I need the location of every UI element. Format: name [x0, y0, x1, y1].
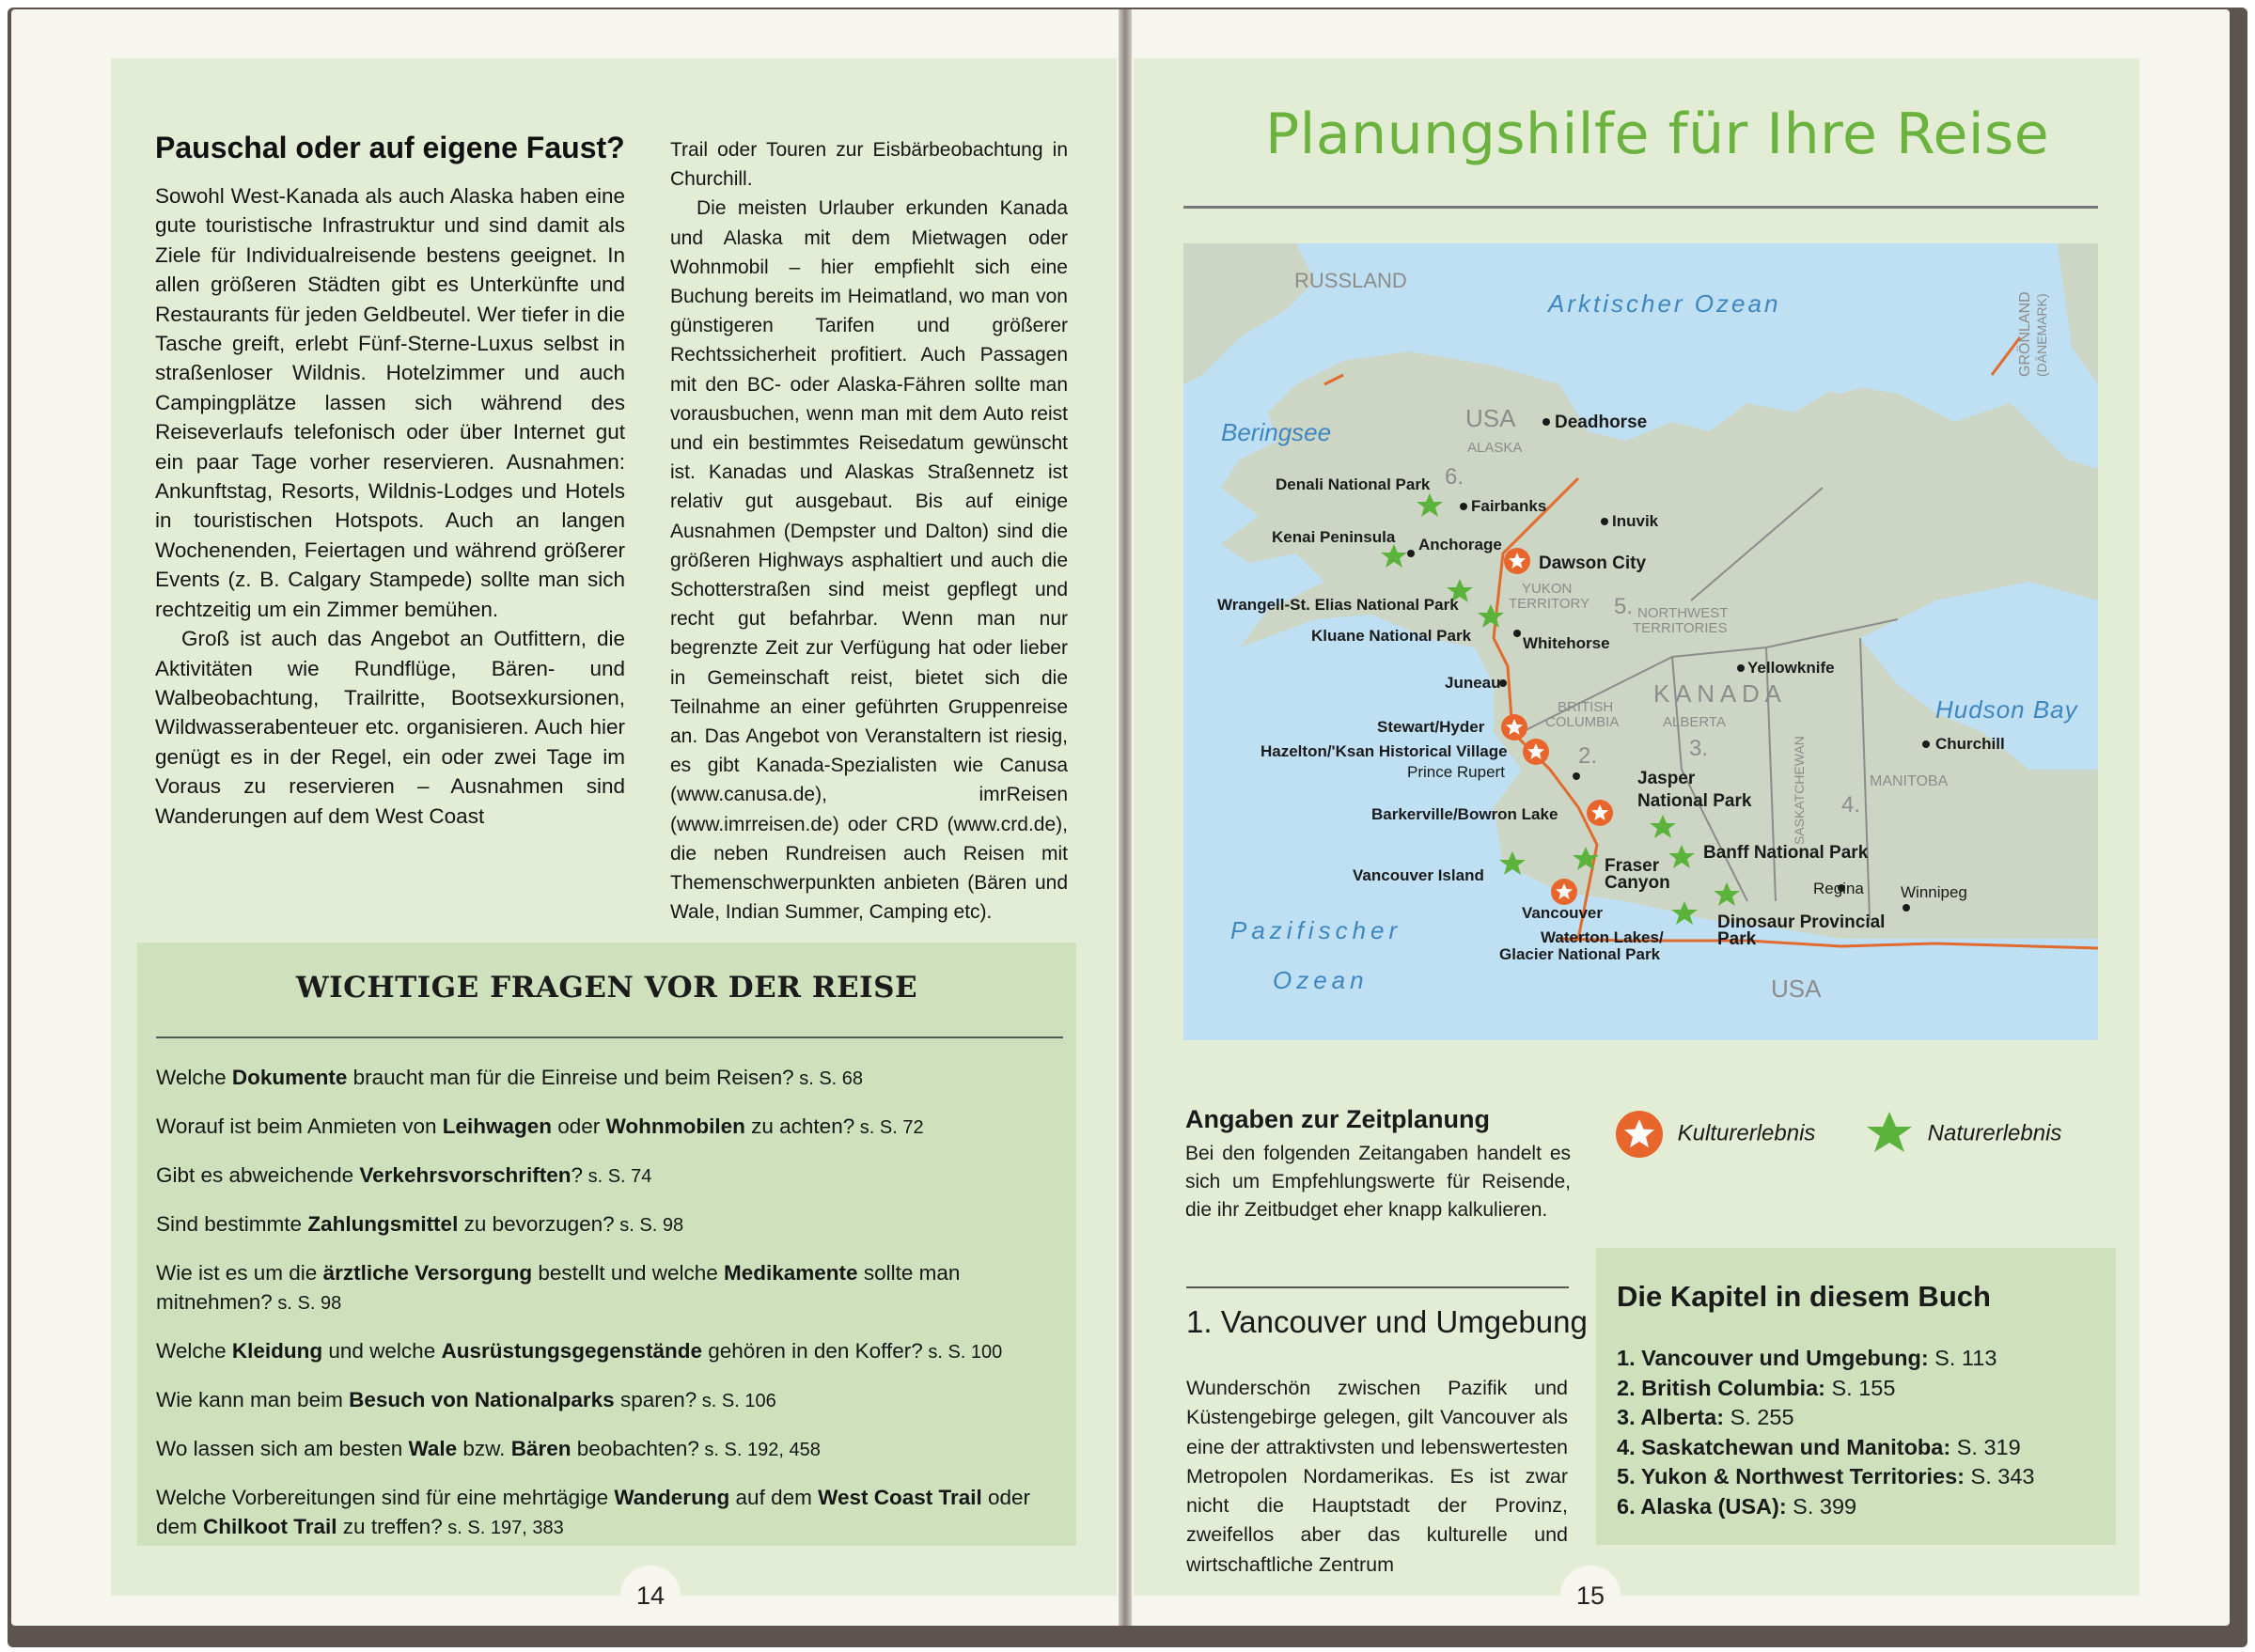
question-page-ref: s. S. 197, 383	[442, 1518, 564, 1538]
map-label-fraser: Fraser	[1605, 856, 1660, 876]
paragraph: Groß ist auch das Angebot an Outfittern, die Aktivitäten wie Rundflüge, Bären- und Walbeobachtung, Trailritte, Bootsexkursionen, Wildwasserabenteuer etc. organisieren. Auch hier genügt es in der Regel, ein oder zwei Tage im Voraus zu reservieren – Ausnahmen sind Wanderungen auf dem West Coast	[155, 627, 625, 828]
map-label-jasper-np: National Park	[1637, 791, 1752, 811]
question-page-ref: s. S. 68	[793, 1068, 864, 1089]
map-label-russland: RUSSLAND	[1294, 269, 1407, 292]
map-label-banff: Banff National Park	[1703, 843, 1869, 863]
question-text: ?	[571, 1163, 584, 1187]
question-item	[156, 1258, 1058, 1318]
question-keyword: Bären	[510, 1437, 572, 1460]
question-text: zu bevorzugen?	[458, 1212, 615, 1236]
question-keyword: Medikamente	[724, 1261, 858, 1285]
question-text: Gibt es abweichende	[156, 1163, 360, 1187]
question-keyword: Ausrüstungsgegenstände	[441, 1339, 703, 1363]
map-label-hazelton: Hazelton/'Ksan Historical Village	[1261, 742, 1508, 760]
question-page-ref: s. S. 98	[614, 1215, 684, 1236]
question-item	[156, 1483, 1058, 1543]
chapter-page: S. 255	[1724, 1405, 1794, 1429]
book-gutter	[1119, 9, 1132, 1626]
culture-icon-stewart	[1501, 714, 1527, 740]
culture-icon-vancouver	[1551, 879, 1577, 905]
chapter-page: S. 343	[1965, 1464, 2035, 1488]
question-text: beobachten?	[571, 1437, 699, 1460]
question-keyword: ärztliche Versorgung	[322, 1261, 533, 1285]
map-label-churchill: Churchill	[1935, 735, 2005, 753]
map-chapter-5: 5.	[1614, 594, 1634, 619]
legend-kultur-label: Kulturerlebnis	[1677, 1120, 1816, 1146]
question-text: Worauf ist beim Anmieten von	[156, 1114, 443, 1138]
map-label-dawson-city: Dawson City	[1539, 553, 1647, 573]
divider	[156, 1036, 1063, 1038]
map-label-pazifik: Pazifischer	[1230, 916, 1402, 944]
question-item	[156, 1209, 1058, 1240]
question-keyword: Besuch von Nationalparks	[349, 1388, 615, 1411]
map-label-hudson-bay: Hudson Bay	[1935, 695, 2078, 724]
map-label-juneau: Juneau	[1445, 674, 1501, 692]
question-page-ref: s. S. 72	[854, 1117, 924, 1138]
section-heading-pauschal: Pauschal oder auf eigene Faust?	[155, 131, 625, 164]
map-label-kluane: Kluane National Park	[1311, 627, 1472, 645]
question-text: Wie ist es um die	[156, 1261, 323, 1285]
legend-kultur	[1615, 1110, 1815, 1159]
map-label-usa-alaska: USA	[1465, 404, 1516, 432]
chapter-page: S. 113	[1928, 1346, 1997, 1370]
leaf-star-icon	[1865, 1110, 1914, 1159]
map-label-usa-south: USA	[1771, 974, 1822, 1003]
map-label-vancouver: Vancouver	[1522, 904, 1603, 922]
chapter-item	[1617, 1403, 2034, 1433]
map-label-groenland: GRÖNLAND	[2017, 291, 2033, 377]
question-text: oder	[552, 1114, 606, 1138]
question-text: Wo lassen sich am besten	[156, 1437, 409, 1460]
chapters-list	[1617, 1344, 2034, 1521]
chapter-name: 5. Yukon & Northwest Territories:	[1617, 1464, 1965, 1488]
question-text: sollte man mitnehmen?	[156, 1261, 961, 1314]
paragraph: Sowohl West-Kanada als auch Alaska haben eine gute touristische Infrastruktur und sind damit als Ziele für Individualreisende bestens geeignet. In allen größeren Städten gibt es Unterkünfte und Restaurants für jeden Geldbeutel. Wer tiefer in die Tasche greift, erlebt Fünf-Sterne-Luxus selbst in straßenloser Wildnis. Hotelzimmer und auch Campingplätze lassen sich während des Reiseverlaufs telefonisch oder über Internet gut ein paar Tage vorher reservieren. Ausnahmen: Ankunftstag, Resorts, Wildnis-Lodges und Hotels in touristischen Hotspots. Auch an langen Wochenenden, Feiertagen und während größerer Events (z. B. Calgary Stampede) sollte man sich rechtzeitig um ein Zimmer bemühen.	[155, 184, 625, 621]
question-keyword: Dokumente	[231, 1066, 348, 1089]
question-keyword: Wanderung	[614, 1486, 730, 1509]
map-label-yukon: YUKON	[1522, 581, 1573, 597]
map-label-kanada: K A N A D A	[1653, 679, 1781, 708]
page-number-right: 15	[1560, 1566, 1621, 1626]
map-label-vancouver-island: Vancouver Island	[1353, 866, 1484, 884]
map-label-sask: SASKATCHEWAN	[1792, 736, 1807, 845]
question-keyword: Zahlungsmittel	[307, 1212, 459, 1236]
culture-icon-barkerville	[1587, 800, 1613, 826]
text-column-1	[155, 128, 625, 831]
question-text: bzw.	[457, 1437, 511, 1460]
question-text: Sind bestimmte	[156, 1212, 308, 1236]
question-page-ref: s. S. 100	[922, 1342, 1003, 1363]
question-keyword: Wohnmobilen	[605, 1114, 745, 1138]
question-page-ref: s. S. 98	[272, 1293, 342, 1314]
map-label-kenai: Kenai Peninsula	[1272, 528, 1396, 546]
page-number-left: 14	[620, 1566, 681, 1626]
chapter-page: S. 399	[1786, 1493, 1857, 1519]
map-label-bc-columbia: COLUMBIA	[1545, 714, 1620, 730]
map-west-canada-alaska	[1183, 243, 2098, 1040]
question-keyword: Chilkoot Trail	[203, 1515, 337, 1538]
question-text: zu treffen?	[337, 1515, 443, 1538]
star-circle-icon	[1615, 1110, 1664, 1159]
question-text: oder dem	[156, 1486, 1031, 1538]
map-label-ozean: Ozean	[1273, 966, 1369, 994]
map-label-anchorage: Anchorage	[1418, 536, 1502, 553]
culture-icon-dawson	[1504, 548, 1530, 574]
question-keyword: Kleidung	[231, 1339, 323, 1363]
chapters-box	[1596, 1248, 2116, 1545]
question-item	[156, 1112, 1058, 1143]
chapter-name: 6. Alaska (USA):	[1617, 1493, 1787, 1519]
map-label-canyon: Canyon	[1605, 873, 1670, 893]
question-text: sparen?	[614, 1388, 697, 1411]
map-label-arktis: Arktischer Ozean	[1548, 289, 1781, 318]
map-label-dinosaur: Dinosaur Provincial	[1717, 912, 1886, 932]
question-keyword: West Coast Trail	[818, 1486, 982, 1509]
map-label-inuvik: Inuvik	[1612, 512, 1659, 530]
map-label-bc: BRITISH	[1558, 699, 1614, 715]
map-label-prince-rupert: Prince Rupert	[1407, 763, 1505, 781]
map-label-whitehorse: Whitehorse	[1523, 634, 1610, 652]
map-label-deadhorse: Deadhorse	[1555, 413, 1648, 432]
question-text: Welche	[156, 1066, 232, 1089]
map-label-manitoba: MANITOBA	[1870, 773, 1949, 789]
legend-natur	[1865, 1110, 2061, 1159]
chapter-page: S. 319	[1950, 1434, 2021, 1459]
chapter-item	[1617, 1492, 2034, 1522]
map-label-stewart-hyder: Stewart/Hyder	[1377, 718, 1485, 736]
question-text: Welche Vorbereitungen sind für eine mehrtägige	[156, 1486, 615, 1509]
questions-title: WICHTIGE FRAGEN VOR DER REISE	[295, 971, 918, 1005]
map-chapter-6: 6.	[1445, 464, 1464, 490]
question-keyword: Wale	[408, 1437, 458, 1460]
chapter-item	[1617, 1462, 2034, 1492]
map-label-barkerville: Barkerville/Bowron Lake	[1371, 805, 1558, 823]
map-label-nwt: NORTHWEST	[1637, 605, 1729, 621]
map-label-winnipeg: Winnipeg	[1901, 883, 1967, 901]
chapters-title: Die Kapitel in diesem Buch	[1617, 1280, 1991, 1313]
question-text: gehören in den Koffer?	[702, 1339, 923, 1363]
question-item	[156, 1063, 1058, 1094]
chapter-name: 1. Vancouver und Umgebung:	[1617, 1346, 1929, 1370]
divider	[1186, 1286, 1569, 1288]
chapter-name: 4. Saskatchewan und Manitoba:	[1617, 1434, 1951, 1459]
page-title: Planungshilfe für Ihre Reise	[1265, 101, 2050, 167]
section-heading-vancouver: 1. Vancouver und Umgebung	[1186, 1304, 1588, 1339]
map-label-fairbanks: Fairbanks	[1471, 497, 1547, 515]
question-item	[156, 1385, 1058, 1416]
chapter-name: 3. Alberta:	[1617, 1405, 1725, 1429]
chapter-item	[1617, 1374, 2034, 1404]
chapter-name: 2. British Columbia:	[1617, 1375, 1825, 1400]
chapter-item	[1617, 1433, 2034, 1463]
map-label-daenemark: (DÄNEMARK)	[2034, 293, 2049, 377]
zeitplanung-heading: Angaben zur Zeitplanung	[1185, 1105, 1490, 1133]
question-text: Wie kann man beim	[156, 1388, 350, 1411]
zeitplanung-text: Bei den folgenden Zeitangaben handelt es sich um Empfehlungswerte für Reisende, die ihr Zeitbudget eher knapp kalkulieren.	[1185, 1143, 1571, 1221]
question-text: und welche	[322, 1339, 442, 1363]
map-label-beringsee: Beringsee	[1221, 418, 1332, 446]
question-text: Welche	[156, 1339, 232, 1363]
map-label-wrangell: Wrangell-St. Elias National Park	[1217, 596, 1459, 614]
map-label-yellowknife: Yellowknife	[1747, 659, 1835, 677]
map-label-dinosaur-park: Park	[1717, 929, 1757, 949]
paragraph: Die meisten Urlauber erkunden Kanada und Alaska mit dem Mietwagen oder Wohnmobil – hier empfiehlt sich eine Buchung bereits im Heimatland, wo man von günstigeren Tarifen und größerer Rechtssicherheit profitiert. Auch Passagen mit den BC- oder Alaska-Fähren sollte man vorausbuchen, wenn man mit dem Auto reist und ein bestimmtes Reisedatum gewünscht ist. Kanadas und Alaskas Straßennetz ist relativ gut ausgebaut. Bis auf einige Ausnahmen (Dempster und Dalton) sind die größeren Highways asphaltiert und auch die Schotterstraßen sind meist gepflegt und recht gut befahrbar. Wenn man nur begrenzte Zeit zur Verfügung hat oder lieber in Gemeinschaft reist, bietet sich die Teilnahme an einer geführten Gruppenreise an. Das Angebot von Veranstaltern ist riesig, es gibt Kanada-Spezialisten wie Canusa (www.canusa.de), imrReisen (www.imrreisen.de) oder CRD (www.crd.de), die neben Rundreisen auch Reisen mit Themenschwerpunkten anbieten (Bären und Wale, Indian Summer, Camping etc).	[670, 197, 1068, 924]
map-label-yukon-territory: TERRITORY	[1509, 596, 1590, 612]
section-text-vancouver: Wunderschön zwischen Pazifik und Küstengebirge gelegen, gilt Vancouver als eine der attraktivsten und lebenswertesten Metropolen Nordamerikas. Es ist zwar nicht die Hauptstadt der Provinz, zweifellos aber das kulturelle und wirtschaftliche Zentrum	[1186, 1377, 1568, 1576]
question-text: bestellt und welche	[532, 1261, 724, 1285]
chapter-page: S. 155	[1824, 1375, 1896, 1400]
map-label-alaska: ALASKA	[1467, 440, 1523, 456]
map-label-alberta: ALBERTA	[1663, 714, 1726, 730]
question-text: auf dem	[729, 1486, 819, 1509]
question-text: zu achten?	[744, 1114, 855, 1138]
questions-list	[156, 1063, 1058, 1561]
question-item	[156, 1336, 1058, 1367]
question-page-ref: s. S. 106	[697, 1391, 776, 1411]
map-label-glacier-np: Glacier National Park	[1499, 945, 1661, 963]
question-keyword: Verkehrsvorschriften	[359, 1163, 572, 1187]
question-text: braucht man für die Einreise und beim Reisen?	[347, 1066, 794, 1089]
question-keyword: Leihwagen	[442, 1114, 553, 1138]
map-label-regina: Regina	[1813, 880, 1864, 897]
questions-box	[137, 943, 1076, 1546]
divider	[1183, 206, 2098, 209]
text-column-2	[670, 135, 1068, 927]
question-page-ref: s. S. 74	[583, 1166, 652, 1187]
legend-natur-label: Naturerlebnis	[1927, 1120, 2062, 1146]
map-label-denali: Denali National Park	[1276, 475, 1431, 493]
map-label-jasper: Jasper	[1637, 769, 1696, 788]
question-item	[156, 1161, 1058, 1192]
map-label-waterton: Waterton Lakes/	[1541, 928, 1664, 946]
map-label-nwt-territories: TERRITORIES	[1633, 620, 1728, 636]
culture-icon-hazelton	[1523, 739, 1549, 765]
question-page-ref: s. S. 192, 458	[698, 1440, 821, 1460]
question-item	[156, 1434, 1058, 1465]
map-chapter-4: 4.	[1841, 792, 1861, 818]
paragraph: Trail oder Touren zur Eisbärbeobachtung in Churchill.	[670, 139, 1068, 191]
map-chapter-3: 3.	[1689, 736, 1709, 761]
map-chapter-2: 2.	[1578, 743, 1598, 769]
chapter-item	[1617, 1344, 2034, 1374]
